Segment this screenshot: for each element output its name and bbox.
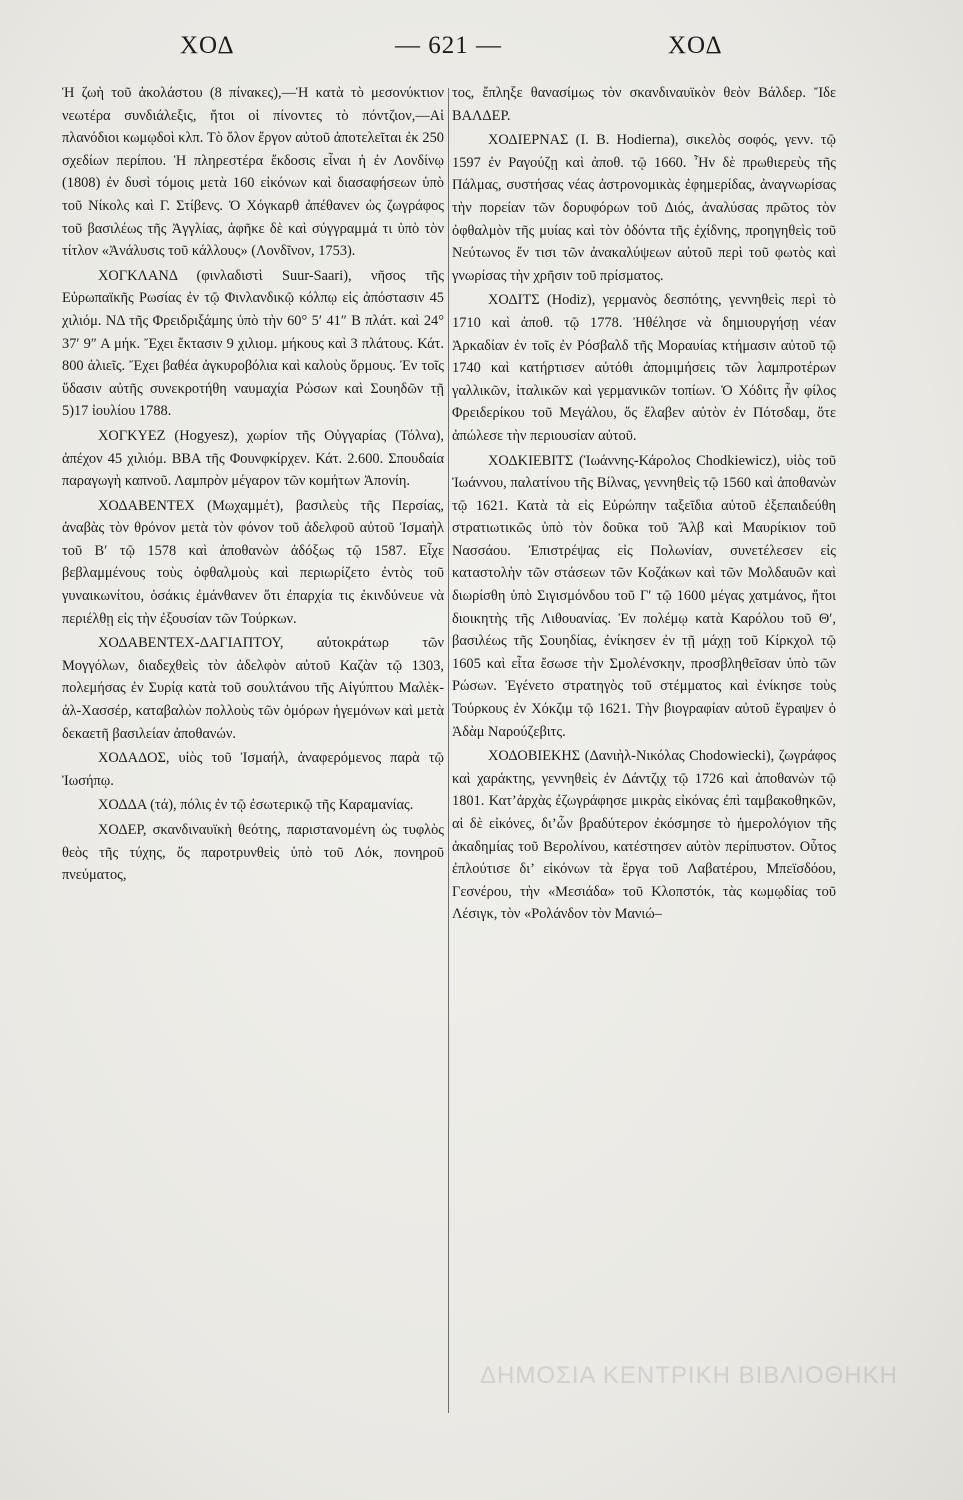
entry-hoder-continuation: τος, ἔπληξε θανασίμως τὸν σκανδιναυϊκὸν θεὸν Βάλδερ. Ἴδε ΒΑΛΔΕΡ. [452, 85, 836, 124]
page-number: — 621 — [395, 32, 502, 59]
page-header [0, 32, 963, 72]
column-divider [448, 88, 449, 1413]
entry-chodowiecki: ΧΟΔΟΒΙΕΚΗΣ (Δανιὴλ-Νικόλας Chodowiecki), ζωγράφος καὶ χαράκτης, γεννηθεὶς ἐν Δάντζιχ τῷ 1726 καὶ ἀποθανὼν τῷ 1801. Κατ’ἀρχὰς ἐζωγράφησε μικρὰς εἰκόνας ἐπὶ ταμβακοθηκῶν, αἱ δὲ εἰκόνες, δι’ὧν βραδύτερον ἐκόσμησε τὸ ἡμερολόγιον τῆς ἀκαδημίας τοῦ Βερολίνου, κατέστησεν αὐτὸν περίπυστον. Οὗτος ἐπλούτισε δι’ εἰκόνων τὰ ἔργα τοῦ Λαβατέρου, Μπεϊσδόου, Γεσνέρου, τὴν «Μεσιάδα» τοῦ Κλοπστόκ, τὰς κωμῳδίας τοῦ Λέσιγκ, τὸν «Ρολάνδον τὸν Μανιώ– [452, 748, 836, 923]
entry-hogyesz: ΧΟΓΚΥΕΖ (Hogyesz), χωρίον τῆς Οὑγγαρίας (Τόλνα), ἀπέχον 45 χιλιόμ. ΒΒΑ τῆς Φουνφκίρχεν. Κάτ. 2.600. Σπουδαία παραγωγὴ καπνοῦ. Λαμπρὸν μέγαρον τῶν κομήτων Ἀπονίη. [62, 427, 444, 490]
right-column [452, 82, 836, 928]
entry-hoder: ΧΟΔΕΡ, σκανδιναυϊκὴ θεότης, παριστανομένη ὡς τυφλὸς θεὸς τῆς τύχης, ὅς παροτρυνθεὶς ὑπὸ τοῦ Λόκ, πονηροῦ πνεύματος, [62, 822, 444, 884]
entry-hogland: ΧΟΓΚΛΑΝΔ (φινλαδιστὶ Suur-Saari), νῆσος τῆς Εὐρωπαϊκῆς Ρωσίας ἐν τῷ Φινλανδικῷ κόλπῳ εἰς ἀπόστασιν 45 χιλιόμ. ΝΔ τῆς Φρειδριξάμης ὑπὸ τὴν 60° 5′ 41″ Β πλάτ. καὶ 24° 37′ 9″ Α μήκ. Ἔχει ἔκτασιν 9 χιλιομ. μήκους καὶ 3 πλάτους. Κάτ. 800 ἁλιεῖς. Ἔχει βαθέα ἀγκυροβόλια καὶ καλοὺς ὅρμους. Ἐν τοῖς ὕδασιν αὐτῆς συνεκροτήθη ναυμαχία Ρώσων καὶ Σουηδῶν τῇ 5)17 ἰουλίου 1788. [62, 267, 444, 420]
header-right-keyword: ΧΟΔ [668, 32, 723, 59]
header-left-keyword: ΧΟΔ [180, 32, 235, 59]
entry-khodabendeh-dagiaptou: ΧΟΔΑΒΕΝΤΕΧ-ΔΑΓΙΑΠΤΟΥ, αὐτοκράτωρ τῶν Μογγόλων, διαδεχθεὶς τὸν ἀδελφὸν αὐτοῦ Καζὰν τῷ 1303, πολεμήσας ἐν Συρίᾳ κατὰ τοῦ σουλτάνου τῆς Αἰγύπτου Μαλὲκ-ἀλ-Χασσέρ, καταβαλὼν πολλοὺς τῶν ὁμόρων ἡγεμόνων καὶ μετὰ δεκαετῆ βασιλείαν ἀποθανών. [62, 635, 444, 742]
left-column [62, 82, 444, 889]
entry-hodierna: ΧΟΔΙΕΡΝΑΣ (Ι. Β. Hodierna), σικελὸς σοφός, γενν. τῷ 1597 ἐν Ραγούζῃ καὶ ἀποθ. τῷ 1660. Ἦν δὲ πρωθιερεὺς τῆς Πάλμας, συστήσας νέας ἀστρονομικὰς ἐφημερίδας, ἀναγνωρίσας τὴν πορείαν τῶν δορυφόρων τοῦ Διός, ἀναλύσας πρῶτος τὸν ὀφθαλμὸν τῆς μυίας καὶ τὸν ὀδόντα τῆς ἐχίδνης, προηγηθεὶς τοῦ Νεύτωνος ἔν τισι τῶν ἀνακαλύψεων αὐτοῦ περὶ τοῦ φωτὸς καὶ γνωρίσας τὴν χρῆσιν τοῦ πρίσματος. [452, 132, 836, 284]
entry-hodda: ΧΟΔΔΑ (τά), πόλις ἐν τῷ ἐσωτερικῷ τῆς Καραμανίας. [98, 797, 414, 814]
entry-khodabendeh: ΧΟΔΑΒΕΝΤΕΧ (Μωχαμμέτ), βασιλεὺς τῆς Περσίας, ἀναβὰς τὸν θρόνον μετὰ τὸν φόνον τοῦ ἀδελφοῦ αὐτοῦ Ἰσμαὴλ τοῦ Β′ τῷ 1578 καὶ ἀποθανὼν ἀδόξως τῷ 1587. Εἶχε βεβλαμμένους τοὺς ὀφθαλμοὺς καὶ περιωρίζετο ἐντὸς τοῦ γυναικωνίτου, ὁσάκις ἐμάνθανεν ὅτι ἐπαρχία τις ἐκινδύνευε νὰ περιέλθῃ εἰς τὴν ἐξουσίαν τῶν Τούρκων. [62, 497, 444, 627]
entry-continuation: Ἡ ζωὴ τοῦ ἀκολάστου (8 πίνακες),—Ἡ κατὰ τὸ μεσονύκτιον νεωτέρα συνδιάλεξις, ἤτοι οἱ πίνοντες τὸ πόντζιον,—Αἱ πλανόδιοι κωμῳδοὶ κλπ. Τὸ ὅλον ἔργον αὐτοῦ ἀποτελεῖται ἐκ 250 σχεδίων περίπου. Ἡ πληρεστέρα ἔκδοσις εἶναι ἡ ἐν Λονδίνῳ (1808) ἐν δυσὶ τόμοις μετὰ 160 εἰκόνων καὶ διασαφήσεων ὑπὸ τοῦ Νίκολς καὶ Γ. Στίβενς. Ὁ Χόγκαρθ ἀπέθανεν ὡς ζωγράφος τοῦ βασιλέως τῆς Ἀγγλίας, ἀφῆκε δὲ καὶ σύγγραμμά τι ὑπὸ τὸν τίτλον «Ἀνάλυσις τοῦ κάλλους» (Λονδῖνον, 1753). [62, 85, 444, 260]
entry-hodadus: ΧΟΔΑΔΟΣ, υἱὸς τοῦ Ἰσμαήλ, ἀναφερόμενος παρὰ τῷ Ἰωσήπῳ. [62, 750, 444, 789]
library-watermark: ΔΗΜΟΣΙΑ ΚΕΝΤΡΙΚΗ ΒΙΒΛΙΟΘΗΚΗ [480, 1362, 898, 1389]
entry-hodiz: ΧΟΔΙΤΣ (Hodiz), γερμανὸς δεσπότης, γεννηθεὶς περὶ τὸ 1710 καὶ ἀποθ. τῷ 1778. Ἠθέλησε νὰ δημιουργήσῃ νέαν Ἀρκαδίαν ἐν τοῖς ἐν Ρόσβαλδ τῆς Μοραυίας κτήμασιν αὐτοῦ τῷ 1740 καὶ κατήρτισεν αὐτόθι ἀπομιμήσεις τῶν λαμπροτέρων γαλλικῶν, ἰταλικῶν καὶ γερμανικῶν τοπίων. Ὁ Χόδιτς ἦν φίλος Φρειδερίκου τοῦ Μεγάλου, ὅς ἔλαβεν αὐτὸν ἐν Πότσδαμ, ὅτε ἀπώλεσε τὴν περιουσίαν αὐτοῦ. [452, 292, 836, 444]
entry-chodkiewicz: ΧΟΔΚΙΕΒΙΤΣ (Ἰωάννης-Κάρολος Chodkiewicz), υἱὸς τοῦ Ἰωάννου, παλατίνου τῆς Βίλνας, γεννηθεὶς τῷ 1560 καὶ ἀποθανὼν τῷ 1621. Κατὰ τὰ εἰς Εὐρώπην ταξεῖδια αὐτοῦ ἐξεπαιδεύθη στρατιωτικῶς ὑπὸ τὸν δοῦκα τοῦ Ἄλβ καὶ Μαυρίκιον τοῦ Νασσάου. Ἐπιστρέψας εἰς Πολωνίαν, συνετέλεσεν εἰς καταστολὴν τῶν στάσεων τῶν Κοζάκων καὶ τῶν Μολδαυῶν καὶ διωρίσθη ὑπὸ Σιγισμόνδου τοῦ Γ′ τῷ 1600 μέγας χατμάνος, ἤτοι διοικητὴς τῆς Λιθουανίας. Ἐν πολέμῳ κατὰ Καρόλου τοῦ Θ′, βασιλέως τῆς Σουηδίας, ἐνίκησεν ἐν τῇ μάχῃ τοῦ Κίρκχολ τῷ 1605 καὶ εἶτα ἔσωσε τὴν Σμολένσκην, προσβληθεῖσαν ὑπὸ τῶν Ρώσων. Ἐγένετο στρατηγὸς τοῦ στέμματος καὶ ἐνίκησε τοὺς Τούρκους ἐν Χόκζιμ τῷ 1621. Τὴν βιογραφίαν αὐτοῦ ἔγραψεν ὁ Ἀδὰμ Ναρούζεβιτς. [452, 452, 836, 740]
